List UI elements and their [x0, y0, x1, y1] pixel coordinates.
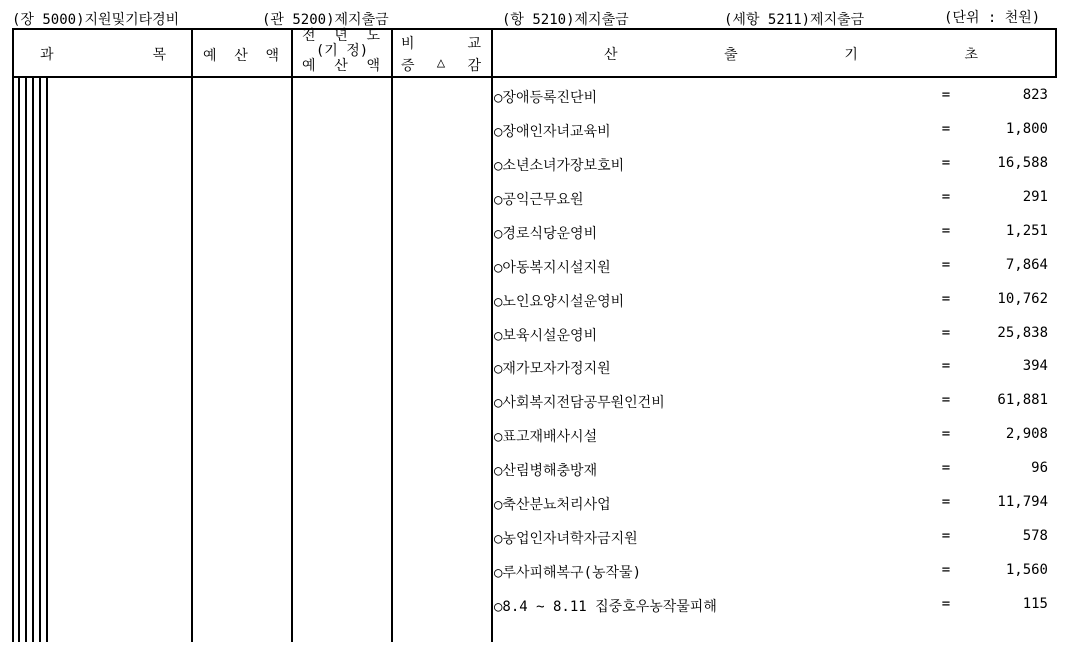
- budget-char: 예: [203, 48, 217, 64]
- row-label: ○산림병해충방재: [494, 463, 598, 479]
- equals-sign: =: [941, 358, 951, 374]
- prev-char: 전: [302, 28, 316, 44]
- column-header-prev-line2: (기 정): [315, 43, 369, 59]
- column-header-compare-line1: [401, 33, 481, 53]
- column-header-compare-line2: [401, 55, 481, 75]
- subject-level-line: [18, 78, 20, 642]
- header-jang: (장 5000)지원및기타경비: [12, 12, 180, 28]
- subject-char: 과: [40, 47, 54, 63]
- column-header-calc: [604, 44, 978, 64]
- header-gwan: (관 5200)제지출금: [262, 12, 389, 28]
- table-top-border: [12, 28, 1057, 30]
- equals-sign: =: [941, 528, 951, 544]
- row-label: ○표고재배사시설: [494, 429, 598, 445]
- row-amount: 25,838: [997, 325, 1048, 341]
- row-amount: 394: [1022, 358, 1048, 374]
- header-hang: (항 5210)제지출금: [502, 12, 629, 28]
- calc-char: 초: [964, 47, 978, 63]
- row-amount: 823: [1022, 87, 1048, 103]
- equals-sign: =: [941, 426, 951, 442]
- row-label: ○소년소녀가장보호비: [494, 158, 625, 174]
- row-label: ○보육시설운영비: [494, 328, 598, 344]
- subject-char: 목: [152, 47, 166, 63]
- prev-char: 도: [366, 28, 380, 44]
- equals-sign: =: [941, 87, 951, 103]
- row-amount: 61,881: [997, 392, 1048, 408]
- calc-char: 산: [604, 47, 618, 63]
- equals-sign: =: [941, 121, 951, 137]
- row-label: ○경로식당운영비: [494, 226, 598, 242]
- equals-sign: =: [941, 257, 951, 273]
- row-amount: 16,588: [997, 155, 1048, 171]
- row-amount: 115: [1022, 596, 1048, 612]
- compare-char: 비: [401, 36, 415, 52]
- row-label: ○아동복지시설지원: [494, 260, 611, 276]
- table-left-border: [12, 28, 14, 78]
- equals-sign: =: [941, 392, 951, 408]
- equals-sign: =: [941, 189, 951, 205]
- column-divider-1: [191, 28, 193, 642]
- header-sehang: (세항 5211)제지출금: [724, 12, 865, 28]
- subject-level-line: [46, 78, 48, 642]
- row-label: ○재가모자가정지원: [494, 361, 611, 377]
- row-amount: 578: [1022, 528, 1048, 544]
- row-amount: 1,560: [1005, 562, 1048, 578]
- prev-char: 년: [334, 28, 348, 44]
- row-label: ○농업인자녀학자금지원: [494, 531, 638, 547]
- row-amount: 1,251: [1005, 223, 1048, 239]
- row-label: ○루사피해복구(농작물): [494, 565, 642, 581]
- row-amount: 96: [1031, 460, 1048, 476]
- equals-sign: =: [941, 494, 951, 510]
- compare-char: 증: [401, 58, 415, 74]
- prev-char: 액: [366, 58, 380, 74]
- calc-char: 기: [844, 47, 858, 63]
- row-amount: 11,794: [997, 494, 1048, 510]
- row-amount: 291: [1022, 189, 1048, 205]
- subject-level-line: [32, 78, 34, 642]
- equals-sign: =: [941, 460, 951, 476]
- row-label: ○8.4 ~ 8.11 집중호우농작물피해: [494, 599, 717, 615]
- row-label: ○장애인자녀교육비: [494, 124, 611, 140]
- prev-char: 산: [334, 58, 348, 74]
- equals-sign: =: [941, 562, 951, 578]
- row-label: ○공익근무요원: [494, 192, 584, 208]
- prev-char: 예: [302, 58, 316, 74]
- calc-char: 출: [724, 47, 738, 63]
- column-header-prev-line3: [302, 59, 380, 74]
- header-bottom-border: [12, 76, 1057, 78]
- row-amount: 2,908: [1005, 426, 1048, 442]
- subject-level-line: [39, 78, 41, 642]
- compare-char: △: [436, 55, 446, 71]
- compare-char: 교: [467, 36, 481, 52]
- subject-level-line: [12, 78, 14, 642]
- row-amount: 7,864: [1005, 257, 1048, 273]
- equals-sign: =: [941, 596, 951, 612]
- row-amount: 1,800: [1005, 121, 1048, 137]
- budget-char: 액: [265, 48, 279, 64]
- column-divider-4: [491, 28, 493, 642]
- row-label: ○축산분뇨처리사업: [494, 497, 611, 513]
- equals-sign: =: [941, 325, 951, 341]
- row-label: ○사회복지전담공무원인건비: [494, 395, 665, 411]
- column-header-budget: [203, 45, 279, 65]
- column-divider-2: [291, 28, 293, 642]
- row-label: ○장애등록진단비: [494, 90, 598, 106]
- column-header-prev-line1: [302, 29, 380, 44]
- column-header-subject: [40, 44, 166, 64]
- column-divider-3: [391, 28, 393, 642]
- table-right-border: [1055, 28, 1057, 78]
- equals-sign: =: [941, 223, 951, 239]
- compare-char: 감: [467, 58, 481, 74]
- equals-sign: =: [941, 291, 951, 307]
- row-label: ○노인요양시설운영비: [494, 294, 625, 310]
- budget-char: 산: [234, 48, 248, 64]
- subject-level-line: [25, 78, 27, 642]
- header-unit: (단위 : 천원): [944, 10, 1041, 26]
- row-amount: 10,762: [997, 291, 1048, 307]
- equals-sign: =: [941, 155, 951, 171]
